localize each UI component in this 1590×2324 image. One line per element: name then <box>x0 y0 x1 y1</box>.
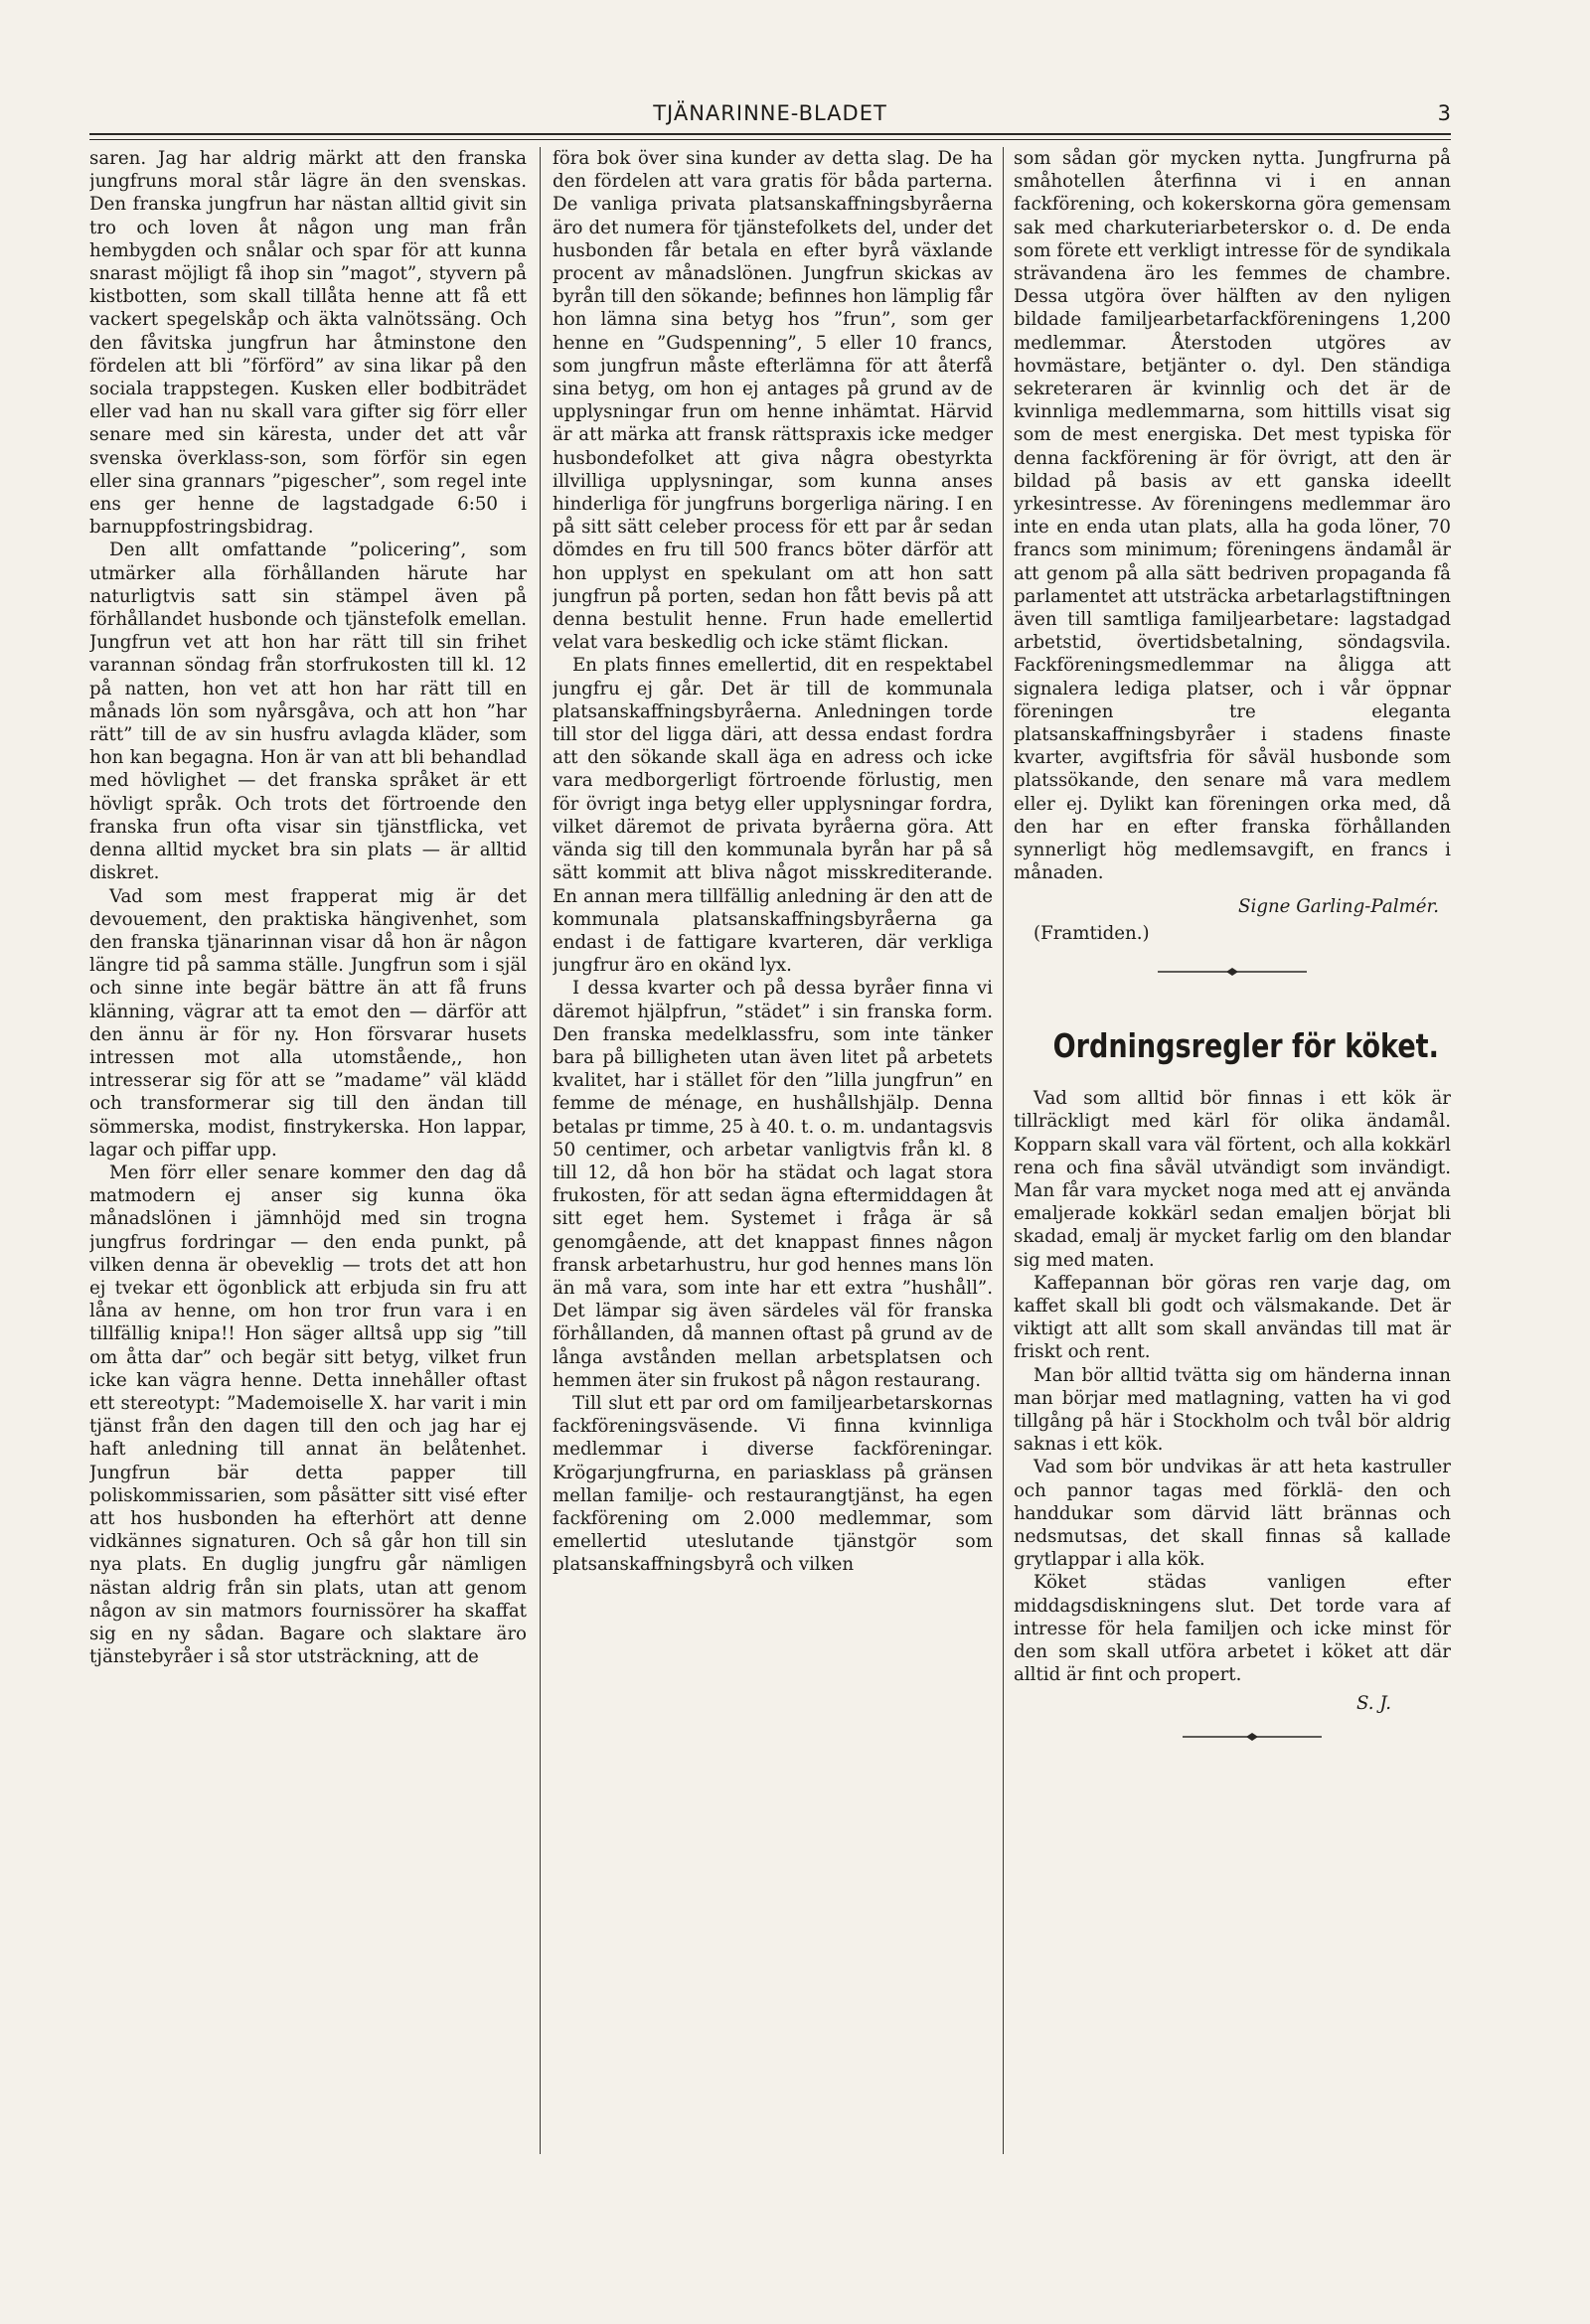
ornament-divider-icon <box>1158 967 1307 977</box>
paragraph: Vad som bör undvikas är att heta kastruller och pannor tagas med förklä- den och handdukar som därvid lätt brännas och nedsmutsas, det skall finnas så kallade grytlappar i alla kök. <box>1014 1457 1451 1571</box>
page-number: 3 <box>1437 101 1451 125</box>
author-signature: Signe Garling-Palmér. <box>1238 895 1439 917</box>
author-initials: S. J. <box>1355 1693 1391 1715</box>
paragraph: Vad som alltid bör finnas i ett kök är tillräckligt med kärl för olika ändamål. Kopparn skall vara väl förtent, och alla kokkärl rena och fina såväl utvändigt som invändigt. Man får vara mycket noga med att ej använda emaljerade kokkärl sedan emaljen börjat bli skadad, emalj är mycket farlig om den blandar sig med maten. <box>1014 1088 1451 1271</box>
column-divider <box>1003 147 1004 2154</box>
paragraph: Den allt omfattande ”policering”, som utmärker alla förhållanden härute har naturligtvis satt sin stämpel även på förhållandet husbonde och tjänstefolk emellan. Jungfrun vet att hon har rätt till sin frihet varannan söndag från storfrukosten till kl. 12 på natten, hon vet att hon har rätt till en månads lön som nyårsgåva, och att hon ”har rätt” till de av sin husfru avlagda kläder, som hon kan begagna. Hon är van att bli behandlad med hövlighet — det franska språket är ett hövligt språk. Och trots det förtroende den franska frun ofta visar sin tjänstflicka, vet denna alltid mycket bra sin plats — är alltid diskret. <box>89 540 527 884</box>
article-column-1 <box>89 147 527 2154</box>
article-column-2 <box>553 147 993 2154</box>
paragraph: Till slut ett par ord om familjearbetarskornas fackföreningsväsende. Vi finna kvinnliga medlemmar i diverse fackföreningar. Krögarjungfrurna, en pariasklass på gränsen mellan familje- och restaurangtjänst, ha egen fackförening om 2.000 medlemmar, som emellertid uteslutande tjänstgör som platsanskaffningsbyrå och vilken <box>553 1392 993 1576</box>
journal-title: TJÄNARINNE-BLADET <box>653 101 887 125</box>
paragraph: föra bok över sina kunder av detta slag. De ha den fördelen att vara gratis för båda parterna. De vanliga privata platsanskaffningsbyråerna äro det numera för tjänstefolkets del, under det husbonden får betala en efter byrå växlande procent av månadslönen. Jungfrun skickas av byrån till den sökande; befinnes hon lämplig får hon lämna sina betyg hos ”frun”, som ger henne en ”Gudspenning”, 5 eller 10 francs, som jungfrun måste efterlämna för att återfå sina betyg, om hon ej antages på grund av de upplysningar frun om henne inhämtat. Härvid är att märka att fransk rättspraxis icke medger husbondefolket att giva några obestyrkta illvilliga upplysningar, som kunna anses hinderliga för jungfruns borgerliga näring. I en på sitt sätt celeber process för ett par år sedan dömdes en fru till 500 francs böter därför att hon upplyst en spekulant om att hon satt jungfrun på porten, sedan hon fått bevis på att denna bestulit henne. Frun hade emellertid velat vara beskedlig och icke stämt flickan. <box>553 148 993 654</box>
paragraph: I dessa kvarter och på dessa byråer finna vi däremot hjälpfrun, ”städet” i sin franska form. Den franska medelklassfru, som inte tänker bara på billigheten utan även litet på arbetets kvalitet, har i stället för den ”lilla jungfrun” en femme de ménage, en hushållshjälp. Denna betalas pr timme, 25 à 40. t. o. m. undantagsvis 50 centimer, och arbetar vanligtvis från kl. 8 till 12, då hon bör ha städat och lagat stora frukosten, för att sedan ägna eftermiddagen åt sitt eget hem. Systemet i fråga är så genomgående, att det knappast finnes någon fransk arbetarhustru, hur god hennes mans lön än må vara, som inte har ett extra ”hushåll”. Det lämpar sig även särdeles väl för franska förhållanden, då mannen oftast på grund av de långa avstånden mellan arbetsplatsen och hemmen äter sin frukost på någon restaurang. <box>553 978 993 1391</box>
paragraph: Köket städas vanligen efter middagsdiskningens slut. Det torde vara af intresse för hela familjen och icke minst för den som skall utföra arbetet i köket att där alltid är fint och propert. <box>1014 1572 1451 1686</box>
paragraph: Men förr eller senare kommer den dag då matmodern ej anser sig kunna öka månadslönen i jämnhöjd med sin trogna jungfrus fordringar — den enda punkt, på vilken denna är obeveklig — trots det att hon ej tvekar ett ögonblick att erbjuda sin fru att låna av henne, om hon tror frun vara i en tillfällig knipa!! Hon säger alltså upp sig ”till om åtta dar” och begär sitt betyg, vilket frun icke kan vägra henne. Detta innehåller oftast ett stereotypt: ”Mademoiselle X. har varit i min tjänst från den dagen till den och jag har ej haft anledning till annat än belåtenhet. Jungfrun bär detta papper till poliskommissarien, som påsätter sitt visé efter att hos husbonden ha efterhört att denne vidkännes signaturen. Och så går hon till sin nya plats. En duglig jungfru går nämligen nästan aldrig från sin plats, utan att genom någon av sin matmors fournissörer ha skaffat sig en ny sådan. Bagare och slaktare äro tjänstebyråer i så stor utsträckning, att de <box>89 1162 527 1668</box>
section-heading: Ordningsregler för köket. <box>1052 1025 1439 1065</box>
paragraph: saren. Jag har aldrig märkt att den franska jungfruns moral står lägre än den svenskas. Den franska jungfrun har nästan alltid givit sin tro och loven åt någon ung man från hembygden och snålar och spar för att kunna snarast möjligt få ihop sin ”magot”, styvern på kistbotten, som skall tillåta henne att få ett vackert spegelskåp och äkta valnötssäng. Och den fåvitska jungfrun har åtminstone den fördelen att bli ”förförd” av sina likar på den sociala trappstegen. Kusken eller bodbiträdet eller vad han nu skall vara gifter sig förr eller senare med sin käresta, under det att vår svenska överklass-son, som förför sin egen eller sina grannars ”pigescher”, som regel inte ens ger henne de lagstadgade 6:50 i barnuppfostringsbidrag. <box>89 148 527 539</box>
ornament-divider-icon <box>1183 1732 1322 1742</box>
column-divider <box>540 147 541 2154</box>
paragraph: Man bör alltid tvätta sig om händerna innan man börjar med matlagning, vatten ha vi god tillgång på här i Stockholm och tvål bör aldrig saknas i ett kök. <box>1014 1364 1451 1456</box>
page-header <box>89 97 1451 135</box>
header-rule <box>89 139 1451 140</box>
paragraph: Vad som mest frapperat mig är det devouement, den praktiska hängivenhet, som den franska tjänarinnan visar då hon är någon längre tid på samma ställe. Jungfrun som i själ och sinne inte begär bättre än att få fruns klänning, vägrar att ta emot den — därför att den ännu är för ny. Hon försvarar husets intressen mot alla utomstående,, hon intresserar sig för att se ”madame” väl klädd och transformerar sig till den ändan till sömmerska, modist, finstrykerska. Hon lappar, lagar och piffar upp. <box>89 885 527 1161</box>
paragraph: som sådan gör mycken nytta. Jungfrurna på småhotellen återfinna vi i en annan fackförening, och kokerskorna göra gemensam sak med charkuteriarbeterskor o. d. De enda som förete ett verkligt intresse för de syndikala strävandena äro les femmes de chambre. Dessa utgöra över hälften av den nyligen bildade familjearbetarfackföreningens 1,200 medlemmar. Återstoden utgöres av hovmästare, betjänter o. dyl. Den ständiga sekreteraren är kvinnlig och det är de kvinnliga medlemmarna, som hittills visat sig som de mest energiska. Det mest typiska för denna fackförening är för övrigt, att den är bildad på basis av ett ganska ideellt yrkesintresse. Av föreningens medlemmar äro inte en enda utan plats, alla ha goda löner, 70 francs som minimum; föreningens ändamål är att genom på alla sätt bedriven propaganda få parlamentet att utsträcka arbetarlagstiftningen även till samtliga familjearbetare: lagstadgad arbetstid, övertidsbetalning, söndagsvila. Fackföreningsmedlemmar na åligga att signalera lediga platser, och i vår öppnar föreningen tre eleganta platsanskaffningsbyråer i stadens finaste kvarter, avgiftsfria för såväl husbonde som platssökande, den senare må vara medlem eller ej. Dylikt kan föreningen orka med, då den har en efter franska förhållanden synnerligt hög medlemsavgift, en francs i månaden. <box>1014 148 1451 884</box>
article-column-3 <box>1014 147 1451 2154</box>
paragraph: En plats finnes emellertid, dit en respektabel jungfru ej går. Det är till de kommunala platsanskaffningsbyråerna. Anledningen torde till stor del ligga däri, att dessa endast fordra att den sökande skall äga en adress och icke vara medborgerligt förtroende förlustig, men för övrigt inga betyg eller upplysningar fordra, vilket däremot de privata byråerna göra. Att vända sig till den kommunala byrån har på så sätt kommit att bliva något misskrediterande. En annan mera tillfällig anledning är den att de kommunala platsanskaffningsbyråerna ga endast i de fattigare kvarteren, där verkliga jungfrur äro en okänd lyx. <box>553 655 993 977</box>
source-note: (Framtiden.) <box>1034 922 1150 944</box>
paragraph: Kaffepannan bör göras ren varje dag, om kaffet skall bli godt och välsmakande. Det är viktigt att allt som skall användas till mat är friskt och rent. <box>1014 1272 1451 1363</box>
